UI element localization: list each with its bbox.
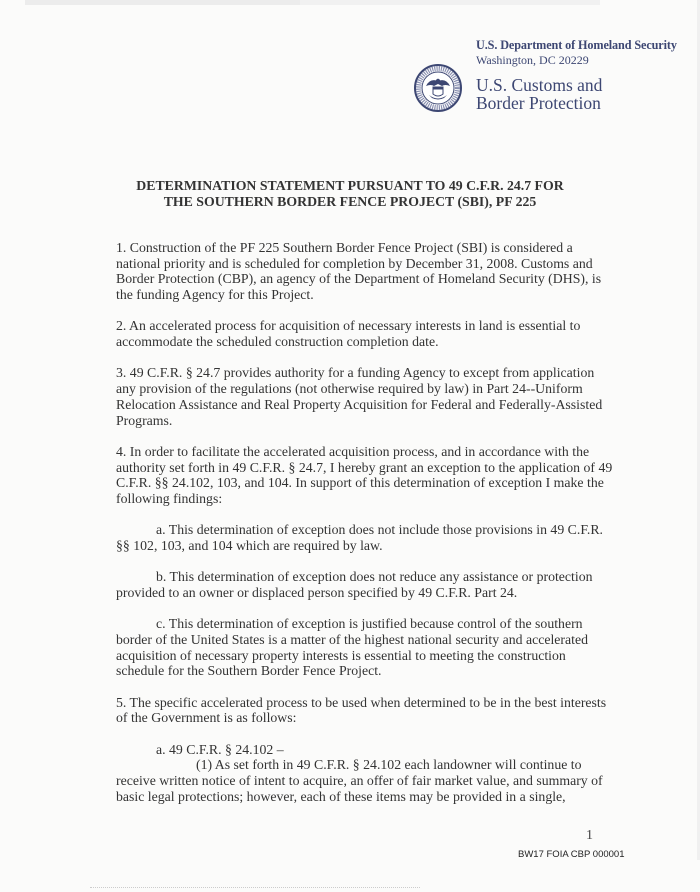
paragraph-4: 4. In order to facilitate the accelerated acquisition process, and in accordance with the authority set forth in 49 C.F.R. § 24.7, I hereby grant an exception to the application of 49 C.F.R. §§ 24.102, 103, and 104. In support of this determination of exception I make the following findings: — [116, 443, 613, 506]
finding-b: b. This determination of exception does not reduce any assistance or protection provided to an owner or displaced person specified by 49 C.F.R. Part 24. — [116, 569, 593, 600]
finding-a: a. This determination of exception does not include those provisions in 49 C.F.R. §§ 102, 103, and 104 which are required by law. — [116, 522, 603, 553]
department-name: U.S. Department of Homeland Security — [476, 38, 677, 52]
page-number: 1 — [586, 828, 593, 843]
paragraph-1: 1. Construction of the PF 225 Southern Border Fence Project (SBI) is considered a national priority and is scheduled for completion by December 31, 2008. Customs and Border Protection (CBP), an agency of the Department of Homeland Security (DHS), is the funding Agency for this Project. — [116, 240, 602, 303]
department-address: Washington, DC 20229 — [476, 53, 589, 67]
document-title — [0, 178, 700, 210]
scan-edge-top — [25, 0, 300, 5]
agency-name — [476, 76, 602, 112]
paragraph-5: 5. The specific accelerated process to be used when determined to be in the best interests of the Government is as follows: — [116, 694, 607, 726]
title-line-1: DETERMINATION STATEMENT PURSUANT TO 49 C.F.R. 24.7 FOR — [136, 178, 564, 193]
process-a-item-1: (1) As set forth in 49 C.F.R. § 24.102 each landowner will continue to receive written notice of intent to acquire, an offer of fair market value, and summary of basic legal protections; however, each of these items may be provided in a single, — [116, 757, 603, 804]
paragraph-2: 2. An accelerated process for acquisition of necessary interests in land is essential to accommodate the scheduled construction completion date. — [116, 318, 581, 350]
scan-edge-top-2 — [300, 0, 600, 5]
process-a-heading: a. 49 C.F.R. § 24.102 – — [156, 741, 284, 757]
title-line-2: THE SOUTHERN BORDER FENCE PROJECT (SBI), PF 225 — [163, 194, 537, 209]
finding-c: c. This determination of exception is justified because control of the southern border of the United States is a matter of the highest national security and accelerated acquisition of necessary property interests is essential to meeting the construction schedule for the Southern Border Fence Project. — [116, 616, 588, 679]
agency-name-line2: Border Protection — [476, 93, 601, 113]
paragraph-3: 3. 49 C.F.R. § 24.7 provides authority for a funding Agency to except from application any provision of the regulations (not otherwise required by law) in Part 24--Uniform Relocation Assistance and Real Property Acquisition for Federal and Federally-Assisted Programs. — [116, 365, 603, 428]
scan-artifact-line — [90, 887, 420, 889]
document-body — [116, 240, 616, 804]
agency-name-line1: U.S. Customs and — [476, 75, 603, 95]
bates-number: BW17 FOIA CBP 000001 — [518, 849, 625, 860]
dhs-seal-icon — [414, 64, 462, 112]
letterhead — [476, 38, 677, 68]
